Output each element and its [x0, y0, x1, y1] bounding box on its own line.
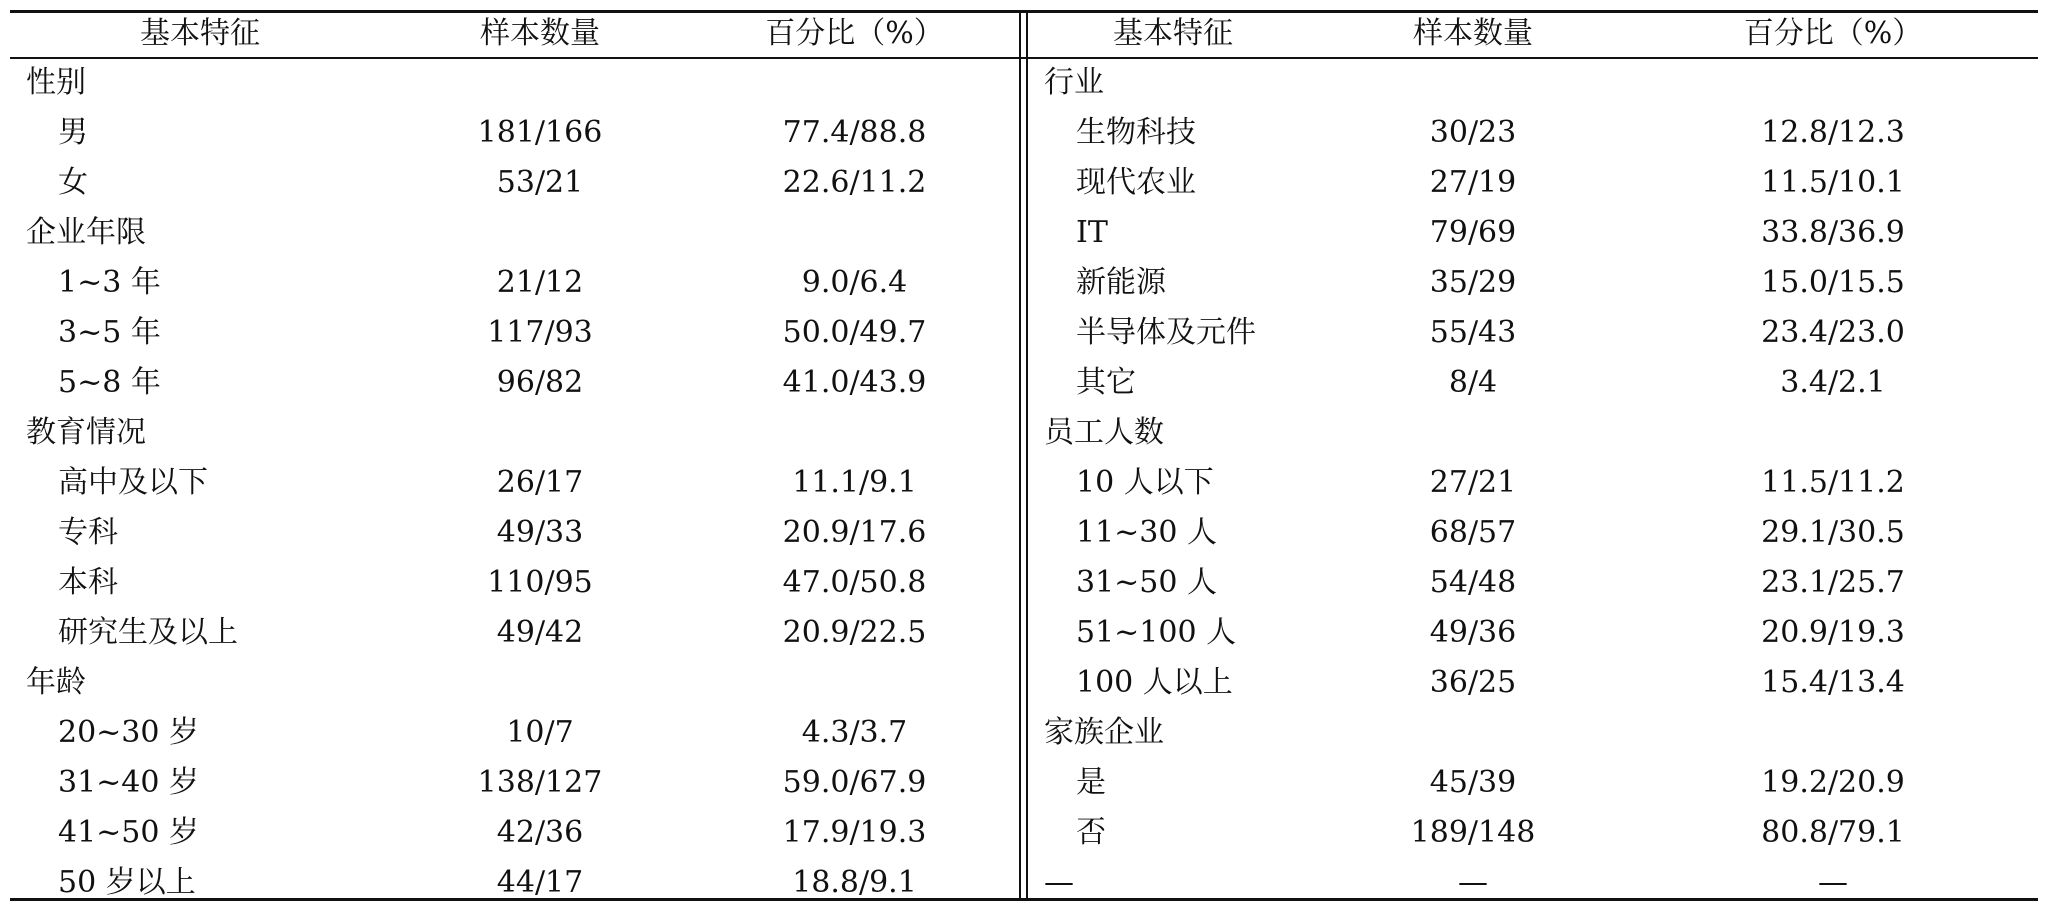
table-row	[1028, 458, 2038, 508]
left-table-panel	[10, 10, 1019, 908]
table-row	[1028, 408, 2038, 458]
row-sample-count: —	[1458, 865, 1488, 900]
row-percentage: 11.5/11.2	[1761, 465, 1905, 500]
row-percentage: 9.0/6.4	[801, 265, 908, 300]
row-percentage: 12.8/12.3	[1761, 115, 1905, 150]
row-sample-count: 54/48	[1429, 565, 1517, 600]
row-percentage: 80.8/79.1	[1761, 815, 1905, 850]
row-sample-count	[390, 58, 690, 108]
row-sample-count: 8/4	[1448, 365, 1498, 400]
row-sample-count: 49/42	[496, 615, 584, 650]
table-row	[1028, 208, 2038, 258]
row-sample-count: 10/7	[506, 715, 574, 750]
row-label: 年龄	[26, 665, 86, 700]
row-percentage: 23.4/23.0	[1761, 315, 1905, 350]
row-label: 专科	[58, 515, 118, 550]
row-sample-count: 68/57	[1429, 515, 1517, 550]
row-label: 半导体及元件	[1076, 315, 1256, 350]
row-percentage: 20.9/19.3	[1761, 615, 1905, 650]
row-label: 否	[1076, 815, 1106, 850]
row-sample-count: 35/29	[1429, 265, 1517, 300]
left-table	[10, 10, 1019, 908]
row-percentage	[1628, 58, 2038, 108]
row-percentage: 59.0/67.9	[782, 765, 927, 800]
row-percentage: 23.1/25.7	[1761, 565, 1905, 600]
row-label: 行业	[1044, 65, 1104, 100]
header-row	[10, 10, 1019, 58]
row-sample-count: 49/36	[1429, 615, 1517, 650]
row-label: 10 人以下	[1076, 465, 1214, 500]
row-sample-count: 53/21	[496, 165, 584, 200]
header-row	[1028, 10, 2038, 58]
row-sample-count: 42/36	[496, 815, 584, 850]
row-percentage: 47.0/50.8	[782, 565, 927, 600]
row-sample-count	[1318, 58, 1628, 108]
table-row	[1028, 108, 2038, 158]
row-label: 研究生及以上	[58, 615, 238, 650]
row-percentage	[690, 208, 1019, 258]
table-row	[10, 658, 1019, 708]
row-label: 11~30 人	[1076, 515, 1218, 550]
row-percentage	[690, 658, 1019, 708]
row-sample-count: 30/23	[1429, 115, 1517, 150]
table-row	[10, 758, 1019, 808]
table-row	[10, 108, 1019, 158]
table-row	[1028, 58, 2038, 108]
row-percentage: 4.3/3.7	[801, 715, 908, 750]
table-row	[1028, 658, 2038, 708]
header-percentage: 百分比（%）	[1743, 16, 1923, 51]
row-percentage: 20.9/22.5	[782, 615, 927, 650]
row-label: 100 人以上	[1076, 665, 1233, 700]
table-row	[1028, 758, 2038, 808]
table-row	[1028, 708, 2038, 758]
row-label: 50 岁以上	[58, 865, 196, 900]
row-label: 性别	[26, 65, 86, 100]
row-label: IT	[1076, 215, 1108, 250]
row-percentage: 19.2/20.9	[1761, 765, 1905, 800]
right-table-panel	[1028, 10, 2038, 908]
row-sample-count: 117/93	[487, 315, 593, 350]
table-row	[1028, 508, 2038, 558]
header-characteristic: 基本特征	[1113, 16, 1233, 51]
row-sample-count: 138/127	[477, 765, 603, 800]
row-percentage: 15.4/13.4	[1761, 665, 1905, 700]
row-percentage: 11.5/10.1	[1761, 165, 1905, 200]
row-sample-count	[1318, 408, 1628, 458]
row-sample-count: 26/17	[496, 465, 584, 500]
row-sample-count: 27/19	[1429, 165, 1517, 200]
row-label: 现代农业	[1076, 165, 1196, 200]
row-label: 1~3 年	[58, 265, 161, 300]
row-sample-count: 181/166	[477, 115, 603, 150]
row-label: 企业年限	[26, 215, 146, 250]
row-sample-count: 45/39	[1429, 765, 1517, 800]
row-sample-count: 21/12	[496, 265, 584, 300]
table-row	[10, 308, 1019, 358]
row-sample-count: 27/21	[1429, 465, 1517, 500]
row-percentage	[1628, 708, 2038, 758]
row-percentage: 11.1/9.1	[792, 465, 917, 500]
table-row	[10, 158, 1019, 208]
table-row	[10, 708, 1019, 758]
table-row	[1028, 858, 2038, 908]
row-percentage: 29.1/30.5	[1761, 515, 1905, 550]
table-row	[10, 808, 1019, 858]
row-percentage: 3.4/2.1	[1780, 365, 1886, 400]
table-row	[10, 258, 1019, 308]
table-row	[1028, 558, 2038, 608]
header-sample-count: 样本数量	[480, 16, 600, 51]
table-row	[1028, 608, 2038, 658]
row-sample-count: 110/95	[487, 565, 593, 600]
header-sample-count: 样本数量	[1413, 16, 1533, 51]
row-label: 是	[1076, 765, 1106, 800]
row-sample-count: 79/69	[1429, 215, 1517, 250]
table-row	[10, 858, 1019, 908]
table-row	[10, 508, 1019, 558]
table-row	[1028, 258, 2038, 308]
row-percentage: 18.8/9.1	[792, 865, 917, 900]
row-label: 3~5 年	[58, 315, 161, 350]
row-label: 员工人数	[1044, 415, 1164, 450]
row-label: 生物科技	[1076, 115, 1196, 150]
row-sample-count: 36/25	[1429, 665, 1517, 700]
row-percentage: 77.4/88.8	[782, 115, 927, 150]
row-percentage: —	[1818, 865, 1848, 900]
table-row	[1028, 808, 2038, 858]
row-percentage: 50.0/49.7	[782, 315, 927, 350]
row-sample-count	[390, 208, 690, 258]
row-label: 20~30 岁	[58, 715, 200, 750]
row-percentage: 17.9/19.3	[782, 815, 927, 850]
row-label: 家族企业	[1044, 715, 1164, 750]
table-row	[10, 458, 1019, 508]
row-sample-count: 55/43	[1429, 315, 1517, 350]
row-percentage	[690, 408, 1019, 458]
table-row	[1028, 358, 2038, 408]
table-row	[1028, 158, 2038, 208]
row-label: 51~100 人	[1076, 615, 1237, 650]
row-percentage	[1628, 408, 2038, 458]
row-sample-count: 49/33	[496, 515, 584, 550]
table-row	[10, 558, 1019, 608]
row-label: 高中及以下	[58, 465, 208, 500]
row-percentage: 41.0/43.9	[782, 365, 927, 400]
right-table	[1028, 10, 2038, 908]
row-percentage: 22.6/11.2	[782, 165, 927, 200]
row-percentage: 15.0/15.5	[1761, 265, 1905, 300]
left-table-body	[10, 58, 1019, 908]
row-sample-count	[1318, 708, 1628, 758]
row-label: 男	[58, 115, 88, 150]
table-row	[10, 358, 1019, 408]
double-divider-line-1	[1019, 10, 1021, 901]
table-row	[10, 408, 1019, 458]
right-table-body	[1028, 58, 2038, 908]
row-label: 31~50 人	[1076, 565, 1218, 600]
header-percentage: 百分比（%）	[765, 16, 944, 51]
row-percentage: 33.8/36.9	[1761, 215, 1905, 250]
row-label: 女	[58, 165, 88, 200]
row-sample-count: 44/17	[496, 865, 584, 900]
row-sample-count: 96/82	[496, 365, 584, 400]
row-label: 新能源	[1076, 265, 1166, 300]
row-label: 教育情况	[26, 415, 146, 450]
table-row	[1028, 308, 2038, 358]
row-label: 41~50 岁	[58, 815, 200, 850]
row-sample-count: 189/148	[1410, 815, 1536, 850]
row-sample-count	[390, 658, 690, 708]
header-characteristic: 基本特征	[140, 16, 260, 51]
row-percentage: 20.9/17.6	[782, 515, 927, 550]
table-row	[10, 608, 1019, 658]
row-label: 5~8 年	[58, 365, 161, 400]
table-row	[10, 208, 1019, 258]
table-row	[10, 58, 1019, 108]
row-percentage	[690, 58, 1019, 108]
row-label: 本科	[58, 565, 118, 600]
row-sample-count	[390, 408, 690, 458]
row-label: 其它	[1076, 365, 1136, 400]
row-label: —	[1044, 865, 1074, 900]
row-label: 31~40 岁	[58, 765, 200, 800]
